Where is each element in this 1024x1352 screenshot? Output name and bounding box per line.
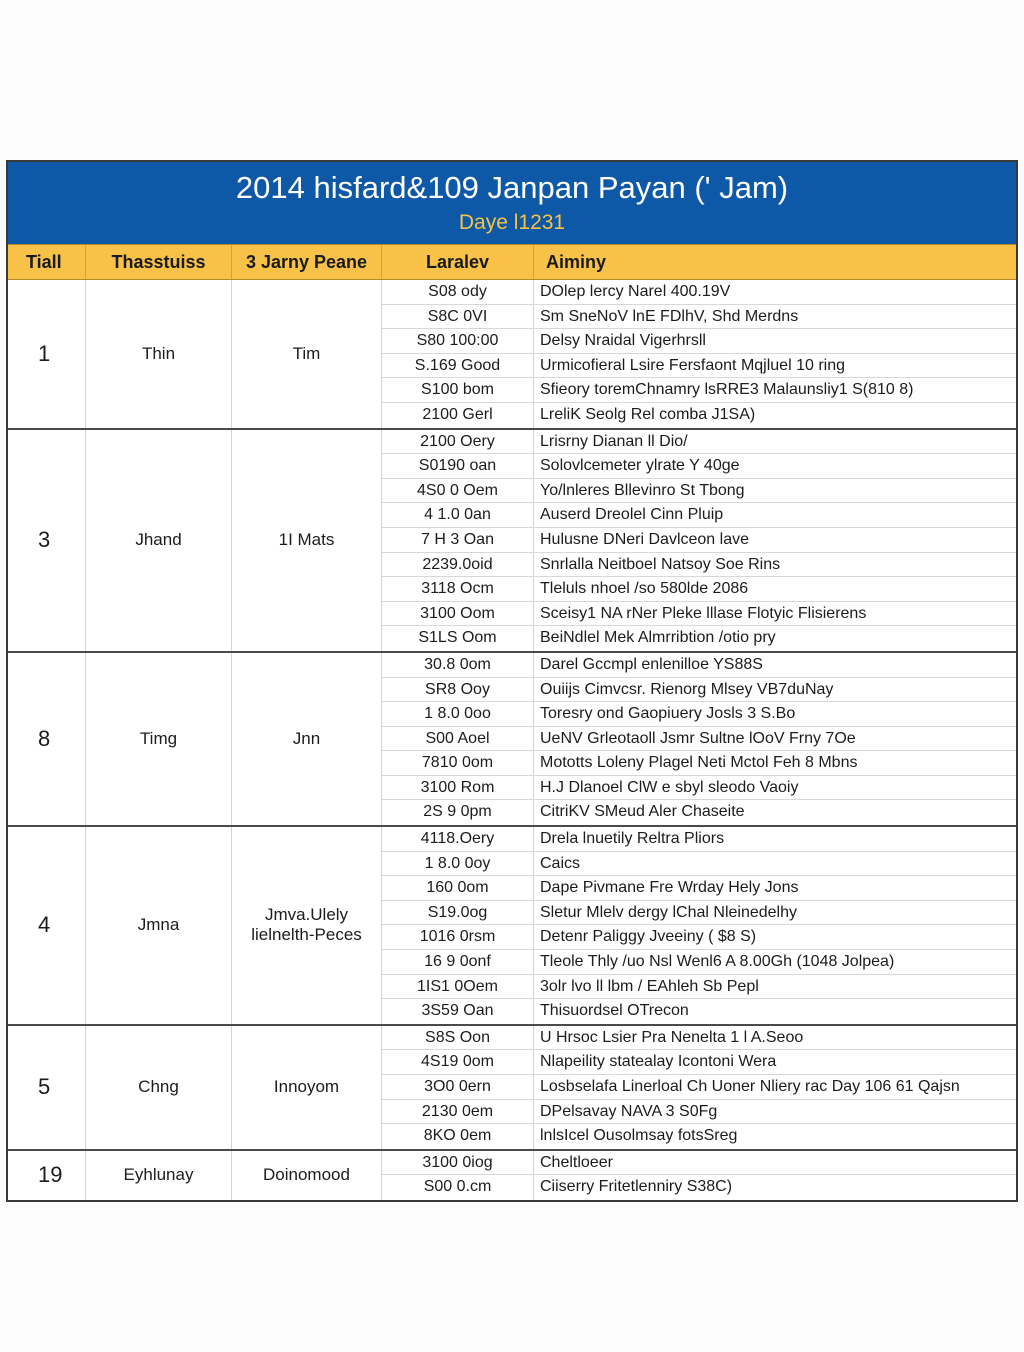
table-row bbox=[382, 876, 1016, 901]
time-cell: 8KO 0em bbox=[382, 1124, 534, 1149]
table-row bbox=[382, 354, 1016, 379]
row-group bbox=[8, 280, 1016, 430]
time-cell: 7810 0om bbox=[382, 751, 534, 775]
group-number: 3 bbox=[8, 430, 86, 651]
table-row bbox=[382, 577, 1016, 602]
activity-cell: Drela lnuetily Reltra Pliors bbox=[540, 830, 725, 848]
table-row bbox=[382, 1100, 1016, 1125]
group-place: 1I Mats bbox=[232, 430, 382, 651]
time-cell: 2239.0oid bbox=[382, 553, 534, 577]
table-row bbox=[382, 1050, 1016, 1075]
table-row bbox=[382, 653, 1016, 678]
activity-cell: Ouiijs Cimvcsr. Rienorg Mlsey VB7duNay bbox=[540, 680, 834, 698]
time-cell: S.169 Good bbox=[382, 354, 534, 378]
table-row bbox=[382, 827, 1016, 852]
time-cell: SR8 Ooy bbox=[382, 678, 534, 702]
activity-cell: lnlsIcel Ousolmsay fotsSreg bbox=[540, 1127, 738, 1145]
time-cell: S1LS Oom bbox=[382, 626, 534, 651]
activity-cell: U Hrsoc Lsier Pra Nenelta 1 l A.Seoo bbox=[540, 1028, 804, 1046]
time-cell: 3S59 Oan bbox=[382, 999, 534, 1024]
group-name: Chng bbox=[86, 1026, 232, 1149]
group-rows bbox=[382, 1026, 1016, 1149]
time-cell: S100 bom bbox=[382, 378, 534, 402]
table-row bbox=[382, 950, 1016, 975]
table-row bbox=[382, 901, 1016, 926]
activity-cell: Detenr Paliggy Jveeiny ( $8 S) bbox=[540, 928, 757, 946]
table-row bbox=[382, 999, 1016, 1024]
time-cell: S0190 oan bbox=[382, 454, 534, 478]
group-name: Thin bbox=[86, 280, 232, 428]
activity-cell: Urmicofieral Lsire Fersfaont Mqjluel 10 ring bbox=[540, 356, 845, 374]
group-name: Jmna bbox=[86, 827, 232, 1024]
table-body bbox=[8, 280, 1016, 1200]
activity-cell: Sm SneNoV lnE FDlhV, Shd Merdns bbox=[540, 307, 799, 325]
column-header: 3 Jarny Peane bbox=[232, 245, 382, 279]
column-header: Tiall bbox=[8, 245, 86, 279]
activity-cell: Hulusne DNeri Davlceon lave bbox=[540, 530, 749, 548]
group-place: Jnn bbox=[232, 653, 382, 825]
table-row bbox=[382, 1075, 1016, 1100]
activity-cell: Ciiserry Fritetlenniry S38C) bbox=[540, 1178, 733, 1196]
table-row bbox=[382, 503, 1016, 528]
schedule-sheet bbox=[6, 160, 1018, 1202]
activity-cell: Thisuordsel OTrecon bbox=[540, 1002, 689, 1020]
activity-cell: Snrlalla Neitboel Natsoy Soe Rins bbox=[540, 555, 781, 573]
time-cell: S19.0og bbox=[382, 901, 534, 925]
group-place: Tim bbox=[232, 280, 382, 428]
activity-cell: Sfieory toremChnamry lsRRE3 Malaunsliy1 S(810 8) bbox=[540, 381, 914, 399]
time-cell: 2130 0em bbox=[382, 1100, 534, 1124]
table-row bbox=[382, 702, 1016, 727]
table-row bbox=[382, 403, 1016, 428]
column-header: Aiminy bbox=[546, 252, 607, 272]
activity-cell: Sceisy1 NA rNer Pleke lllase Flotyic Flisierens bbox=[540, 604, 867, 622]
activity-cell: Losbselafa Linerloal Ch Uoner Nliery rac Day 106 61 Qajsn bbox=[540, 1078, 960, 1095]
time-cell: S8C 0VI bbox=[382, 305, 534, 329]
time-cell: 3100 Oom bbox=[382, 602, 534, 626]
time-cell: S08 ody bbox=[382, 280, 534, 304]
table-row bbox=[382, 378, 1016, 403]
time-cell: 4118.Oery bbox=[382, 827, 534, 851]
column-header: Thasstuiss bbox=[86, 245, 232, 279]
row-group bbox=[8, 1026, 1016, 1151]
group-rows bbox=[382, 653, 1016, 825]
time-cell: 16 9 0onf bbox=[382, 950, 534, 974]
group-rows bbox=[382, 280, 1016, 428]
activity-cell: Dape Pivmane Fre Wrday Hely Jons bbox=[540, 879, 799, 897]
table-row bbox=[382, 1151, 1016, 1176]
group-rows bbox=[382, 1151, 1016, 1200]
activity-cell: Sletur Mlelv dergy lChal Nleinedelhy bbox=[540, 903, 798, 921]
activity-cell: Solovlcemeter ylrate Y 40ge bbox=[540, 457, 740, 475]
group-name: Jhand bbox=[86, 430, 232, 651]
activity-cell: LreliK Seolg Rel comba J1SA) bbox=[540, 405, 756, 423]
time-cell: S8S Oon bbox=[382, 1026, 534, 1050]
row-group bbox=[8, 430, 1016, 653]
activity-cell: DPelsavay NAVA 3 S0Fg bbox=[540, 1102, 718, 1120]
table-row bbox=[382, 751, 1016, 776]
group-name: Eyhlunay bbox=[86, 1151, 232, 1200]
table-row bbox=[382, 1026, 1016, 1051]
activity-cell: H.J Dlanoel ClW e sbyl sleodo Vaoiy bbox=[540, 778, 799, 796]
time-cell: S00 Aoel bbox=[382, 727, 534, 751]
column-header: Laralev bbox=[382, 245, 534, 279]
row-group bbox=[8, 653, 1016, 827]
table-row bbox=[382, 329, 1016, 354]
table-row bbox=[382, 1124, 1016, 1149]
group-number: 5 bbox=[8, 1026, 86, 1149]
table-row bbox=[382, 678, 1016, 703]
time-cell: 2S 9 0pm bbox=[382, 800, 534, 825]
table-row bbox=[382, 479, 1016, 504]
activity-cell: BeiNdlel Mek Almrribtion /otio pry bbox=[540, 629, 776, 647]
group-rows bbox=[382, 430, 1016, 651]
activity-cell: Caics bbox=[540, 854, 581, 872]
table-row bbox=[382, 776, 1016, 801]
activity-cell: Cheltloeer bbox=[540, 1153, 613, 1171]
table-row bbox=[382, 1175, 1016, 1200]
time-cell: 1 8.0 0oo bbox=[382, 702, 534, 726]
table-row bbox=[382, 602, 1016, 627]
table-row bbox=[382, 852, 1016, 877]
title-banner bbox=[8, 162, 1016, 244]
activity-cell: 3olr lvo ll lbm / EAhleh Sb Pepl bbox=[540, 977, 759, 995]
table-row bbox=[382, 454, 1016, 479]
page-subtitle: Daye l1231 bbox=[458, 211, 566, 234]
activity-cell: UeNV Grleotaoll Jsmr Sultne lOoV Frny 7Oe bbox=[540, 729, 856, 747]
group-place: Jmva.Ulely lielnelth-Peces bbox=[232, 827, 382, 1024]
activity-cell: DOlep lercy Narel 400.19V bbox=[540, 283, 731, 300]
activity-cell: Mototts Loleny Plagel Neti Mctol Feh 8 Mbns bbox=[540, 754, 858, 772]
activity-cell: Toresry ond Gaopiuery Josls 3 S.Bo bbox=[540, 705, 796, 723]
table-row bbox=[382, 553, 1016, 578]
row-group bbox=[8, 1151, 1016, 1200]
group-place: Doinomood bbox=[232, 1151, 382, 1200]
time-cell: S80 100:00 bbox=[382, 329, 534, 353]
table-row bbox=[382, 800, 1016, 825]
table-row bbox=[382, 280, 1016, 305]
table-row bbox=[382, 528, 1016, 553]
activity-cell: Tleole Thly /uo Nsl Wenl6 A 8.00Gh (1048 Jolpea) bbox=[540, 953, 895, 971]
table-row bbox=[382, 626, 1016, 651]
time-cell: 3100 0iog bbox=[382, 1151, 534, 1175]
activity-cell: Lrisrny Dianan ll Dio/ bbox=[540, 432, 688, 450]
table-row bbox=[382, 727, 1016, 752]
activity-cell: Darel Gccmpl enlenilloe YS88S bbox=[540, 655, 763, 673]
time-cell: 30.8 0om bbox=[382, 653, 534, 677]
activity-cell: Auserd Dreolel Cinn Pluip bbox=[540, 506, 724, 524]
table-row bbox=[382, 925, 1016, 950]
activity-cell: Nlapeility statealay Icontoni Wera bbox=[540, 1053, 777, 1071]
activity-cell: Yo/lnleres Bllevinro St Tbong bbox=[540, 481, 745, 499]
time-cell: 4S0 0 Oem bbox=[382, 479, 534, 503]
table-row bbox=[382, 975, 1016, 1000]
row-group bbox=[8, 827, 1016, 1026]
activity-cell: CitriKV SMeud Aler Chaseite bbox=[540, 803, 745, 821]
time-cell: S00 0.cm bbox=[382, 1175, 534, 1200]
time-cell: 1016 0rsm bbox=[382, 925, 534, 949]
time-cell: 160 0om bbox=[382, 876, 534, 900]
time-cell: 4S19 0om bbox=[382, 1050, 534, 1074]
table-row bbox=[382, 430, 1016, 455]
time-cell: 3100 Rom bbox=[382, 776, 534, 800]
table-header bbox=[8, 244, 1016, 280]
time-cell: 4 1.0 0an bbox=[382, 503, 534, 527]
time-cell: 1 8.0 0oy bbox=[382, 852, 534, 876]
time-cell: 3118 Ocm bbox=[382, 577, 534, 601]
group-name: Timg bbox=[86, 653, 232, 825]
time-cell: 2100 Gerl bbox=[382, 403, 534, 428]
group-place: Innoyom bbox=[232, 1026, 382, 1149]
time-cell: 3O0 0ern bbox=[382, 1075, 534, 1099]
time-cell: 2100 Oery bbox=[382, 430, 534, 454]
time-cell: 7 H 3 Oan bbox=[382, 528, 534, 552]
activity-cell: Tleluls nhoel /so 580lde 2086 bbox=[540, 580, 749, 598]
time-cell: 1IS1 0Oem bbox=[382, 975, 534, 999]
group-number: 4 bbox=[8, 827, 86, 1024]
activity-cell: Delsy Nraidal Vigerhrsll bbox=[540, 332, 706, 350]
group-number: 1 bbox=[8, 280, 86, 428]
group-rows bbox=[382, 827, 1016, 1024]
page-title: 2014 hisfard&109 Janpan Payan (' Jam) bbox=[235, 170, 789, 205]
table-row bbox=[382, 305, 1016, 330]
group-number: 19 bbox=[8, 1151, 86, 1200]
group-number: 8 bbox=[8, 653, 86, 825]
